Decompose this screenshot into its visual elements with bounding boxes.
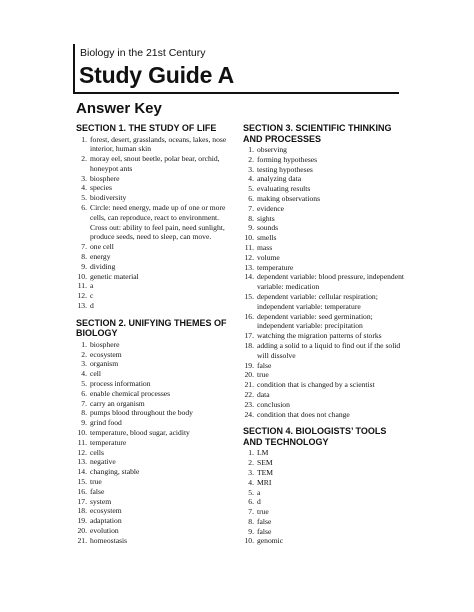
- answer-text: true: [257, 507, 269, 517]
- answer-text: d: [90, 301, 94, 311]
- answer-number: 7.: [81, 398, 87, 408]
- answer-number: 9.: [81, 261, 87, 271]
- answer-text: a: [90, 281, 94, 291]
- answer-text: evaluating results: [257, 184, 311, 194]
- answer-text: pumps blood throughout the body: [90, 408, 193, 418]
- answer-text: making observations: [257, 193, 321, 203]
- answer-item: [76, 281, 232, 291]
- answer-text: true: [257, 370, 269, 380]
- answer-text: genomic: [257, 536, 284, 546]
- answer-number: 15.: [77, 477, 87, 486]
- answer-number: 1.: [248, 145, 254, 154]
- answer-text: condition that does not change: [257, 409, 350, 419]
- answer-item: [243, 145, 407, 155]
- answer-text: analyzing data: [257, 174, 302, 184]
- answer-text: changing, stable: [90, 467, 140, 477]
- answer-number: 8.: [81, 408, 87, 418]
- answer-number: 10.: [77, 271, 87, 281]
- answer-number: 4.: [81, 369, 87, 379]
- answer-number: 3.: [81, 173, 87, 183]
- section-heading: SECTION 4. BIOLOGISTS’ TOOLS AND TECHNOLOGY: [243, 426, 387, 447]
- answer-text: ecosystem: [90, 506, 122, 516]
- answer-number: 9.: [81, 418, 87, 428]
- answer-text: carry an organism: [90, 398, 145, 408]
- answer-text: conclusion: [257, 399, 290, 409]
- answer-number: 6.: [81, 388, 87, 398]
- answer-text: process information: [90, 379, 151, 389]
- answer-text: negative: [90, 457, 116, 467]
- answer-text: homeostasis: [90, 535, 128, 545]
- answer-text: organism: [90, 359, 119, 369]
- answer-item: [243, 174, 407, 184]
- answer-item: [76, 487, 232, 497]
- answer-list: [76, 340, 232, 546]
- answer-number: 20.: [244, 370, 254, 380]
- answer-number: 11.: [77, 281, 87, 291]
- answer-text: temperature, blood sugar, acidity: [90, 428, 190, 438]
- answer-item: [243, 233, 407, 243]
- answer-number: 11.: [77, 437, 87, 447]
- section-heading: SECTION 2. UNIFYING THEMES OF BIOLOGY: [76, 317, 227, 339]
- answer-number: 17.: [244, 331, 254, 341]
- answer-item: [243, 253, 407, 263]
- answer-number: 9.: [248, 526, 254, 536]
- section-heading: SECTION 1. THE STUDY OF LIFE: [76, 123, 217, 133]
- answer-text: evolution: [90, 525, 119, 535]
- answer-number: 22.: [244, 389, 254, 399]
- answer-number: 19.: [244, 360, 254, 370]
- answer-item: [76, 203, 232, 242]
- answer-number: 15.: [244, 291, 254, 301]
- answer-list: [76, 135, 232, 311]
- answer-text: grind food: [90, 418, 122, 428]
- answer-number: 1.: [81, 134, 87, 144]
- answer-number: 5.: [248, 184, 254, 194]
- answer-text: biosphere: [90, 339, 120, 349]
- answer-item: [243, 370, 407, 380]
- answer-number: 17.: [77, 496, 87, 506]
- answer-number: 8.: [81, 252, 87, 262]
- answer-text: sounds: [257, 223, 279, 233]
- right-column: [243, 123, 407, 546]
- answer-item: [243, 468, 407, 478]
- answer-item: [76, 516, 232, 526]
- answer-number: 4.: [248, 174, 254, 184]
- answer-number: 4.: [81, 183, 87, 193]
- answer-item: [76, 369, 232, 379]
- answer-item: [243, 155, 407, 165]
- answer-item: [76, 174, 232, 184]
- answer-text: moray eel, snout beetle, polar bear, orchid, honeypot ants: [90, 154, 220, 173]
- answer-item: [76, 438, 232, 448]
- answer-item: [243, 410, 407, 420]
- answer-item: [76, 252, 232, 262]
- answer-item: [243, 263, 407, 273]
- answer-number: 12.: [244, 252, 254, 262]
- answer-number: 18.: [77, 506, 87, 516]
- answer-text: ecosystem: [90, 349, 122, 359]
- answer-number: 2.: [81, 349, 87, 359]
- answer-item: [243, 165, 407, 175]
- answer-item: [76, 448, 232, 458]
- answer-text: cells: [90, 447, 104, 457]
- answer-number: 2.: [81, 154, 87, 164]
- answer-number: 14.: [244, 272, 254, 282]
- answer-text: one cell: [90, 242, 114, 252]
- answer-item: [243, 458, 407, 468]
- answer-text: false: [257, 360, 272, 370]
- answer-number: 11.: [244, 242, 254, 252]
- answer-text: enable chemical processes: [90, 388, 171, 398]
- answer-number: 5.: [81, 379, 87, 389]
- answer-text: Circle: need energy, made up of one or more cells, can reproduce, react to environment. Cross out: ability to feel pain, need sunlight, produce seeds, need to sleep, can move.: [90, 203, 226, 242]
- answer-text: dependent variable: blood pressure, independent variable: medication: [257, 272, 404, 292]
- answer-item: [76, 536, 232, 546]
- answer-item: [76, 262, 232, 272]
- answer-item: [76, 135, 232, 155]
- answer-text: adaptation: [90, 516, 122, 526]
- answer-text: testing hypotheses: [257, 164, 313, 174]
- answer-item: [243, 341, 407, 361]
- answer-item: [243, 194, 407, 204]
- answer-number: 12.: [77, 291, 87, 301]
- answer-text: genetic material: [90, 271, 139, 281]
- answer-item: [243, 507, 407, 517]
- answer-item: [76, 340, 232, 350]
- answer-item: [243, 223, 407, 233]
- answer-number: 1.: [81, 339, 87, 349]
- answer-number: 6.: [248, 193, 254, 203]
- answer-number: 23.: [244, 399, 254, 409]
- answer-text: volume: [257, 252, 280, 262]
- answer-text: SEM: [257, 458, 273, 468]
- answer-item: [243, 361, 407, 371]
- answer-text: LM: [257, 448, 269, 458]
- answer-item: [76, 399, 232, 409]
- answer-number: 7.: [248, 507, 254, 517]
- answer-text: false: [90, 486, 105, 496]
- answer-item: [76, 379, 232, 389]
- answer-item: [76, 183, 232, 193]
- answer-text: condition that is changed by a scientist: [257, 380, 375, 390]
- header-vertical-rule: [73, 44, 75, 92]
- answer-item: [76, 291, 232, 301]
- answer-item: [76, 526, 232, 536]
- answer-text: dependent variable: cellular respiration; independent variable: temperature: [257, 291, 378, 311]
- answer-number: 3.: [248, 467, 254, 477]
- answer-number: 13.: [77, 457, 87, 467]
- answer-number: 19.: [77, 516, 87, 526]
- answer-item: [76, 193, 232, 203]
- section-heading: SECTION 3. SCIENTIFIC THINKING AND PROCESSES: [243, 123, 392, 144]
- answer-text: forest, desert, grasslands, oceans, lakes, nose interior, human skin: [90, 134, 227, 154]
- answer-number: 16.: [244, 311, 254, 321]
- answer-item: [76, 154, 232, 174]
- answer-number: 8.: [248, 213, 254, 223]
- answer-number: 7.: [81, 242, 87, 252]
- answer-number: 3.: [248, 164, 254, 174]
- answer-item: [243, 214, 407, 224]
- answer-text: c: [90, 291, 94, 301]
- answer-item: [76, 467, 232, 477]
- book-title: Biology in the 21st Century: [80, 47, 206, 59]
- answer-item: [243, 312, 407, 332]
- left-column: [76, 123, 232, 546]
- answer-number: 10.: [244, 536, 254, 546]
- answer-text: energy: [90, 252, 111, 262]
- answer-text: species: [90, 183, 112, 193]
- answer-item: [243, 400, 407, 410]
- answer-number: 7.: [248, 203, 254, 213]
- answer-number: 12.: [77, 447, 87, 457]
- answer-text: data: [257, 389, 270, 399]
- answer-number: 1.: [248, 448, 254, 458]
- answer-number: 13.: [244, 262, 254, 272]
- answer-item: [76, 389, 232, 399]
- header-horizontal-rule: [73, 92, 399, 94]
- answer-item: [243, 527, 407, 537]
- answer-item: [76, 350, 232, 360]
- answer-text: smells: [257, 233, 277, 243]
- answer-text: dividing: [90, 261, 116, 271]
- answer-item: [243, 517, 407, 527]
- answer-item: [76, 457, 232, 467]
- answer-number: 24.: [244, 409, 254, 419]
- answer-item: [76, 497, 232, 507]
- answer-item: [243, 243, 407, 253]
- answer-item: [243, 380, 407, 390]
- answer-number: 10.: [77, 428, 87, 438]
- answer-item: [243, 331, 407, 341]
- answer-number: 21.: [77, 535, 87, 545]
- answer-number: 2.: [248, 458, 254, 468]
- answer-key-heading: Answer Key: [76, 100, 162, 117]
- answer-number: 21.: [244, 380, 254, 390]
- answer-item: [76, 418, 232, 428]
- answer-text: biosphere: [90, 173, 120, 183]
- answer-item: [243, 488, 407, 498]
- answer-text: true: [90, 477, 102, 486]
- answer-text: watching the migration patterns of storks: [257, 331, 382, 341]
- answer-number: 13.: [77, 301, 87, 311]
- answer-list: [243, 448, 407, 546]
- answer-text: evidence: [257, 203, 284, 213]
- answer-item: [243, 536, 407, 546]
- answer-item: [76, 408, 232, 418]
- answer-item: [76, 477, 232, 487]
- answer-number: 2.: [248, 154, 254, 164]
- answer-text: MRI: [257, 477, 272, 487]
- answer-item: [76, 359, 232, 369]
- answer-item: [243, 184, 407, 194]
- answer-number: 4.: [248, 477, 254, 487]
- answer-text: mass: [257, 242, 273, 252]
- answer-item: [76, 428, 232, 438]
- answer-text: temperature: [90, 437, 127, 447]
- answer-item: [243, 497, 407, 507]
- answer-number: 5.: [248, 487, 254, 497]
- answer-number: 8.: [248, 516, 254, 526]
- answer-number: 9.: [248, 223, 254, 233]
- answer-number: 16.: [77, 486, 87, 496]
- answer-text: forming hypotheses: [257, 154, 318, 164]
- answer-number: 6.: [248, 497, 254, 507]
- guide-title: Study Guide A: [79, 62, 234, 88]
- answer-item: [76, 506, 232, 516]
- answer-number: 5.: [81, 193, 87, 203]
- answer-number: 18.: [244, 340, 254, 350]
- answer-text: system: [90, 496, 112, 506]
- answer-text: a: [257, 487, 261, 497]
- answer-text: observing: [257, 145, 287, 154]
- answer-text: TEM: [257, 467, 274, 477]
- answer-item: [243, 390, 407, 400]
- answer-text: d: [257, 497, 261, 507]
- answer-text: adding a solid to a liquid to find out if the solid will dissolve: [257, 340, 401, 360]
- answer-number: 20.: [77, 525, 87, 535]
- answer-text: dependent variable: seed germination; independent variable: precipitation: [257, 311, 373, 331]
- answer-text: temperature: [257, 262, 294, 272]
- answer-number: 14.: [77, 467, 87, 477]
- answer-text: sights: [257, 213, 275, 223]
- answer-item: [76, 242, 232, 252]
- answer-number: 6.: [81, 203, 87, 213]
- answer-item: [243, 478, 407, 488]
- answer-item: [243, 272, 407, 292]
- answer-item: [76, 272, 232, 282]
- answer-text: false: [257, 526, 272, 536]
- answer-list: [243, 145, 407, 419]
- answer-number: 3.: [81, 359, 87, 369]
- answer-number: 10.: [244, 233, 254, 243]
- answer-item: [76, 301, 232, 311]
- answer-text: biodiversity: [90, 193, 127, 203]
- answer-item: [243, 292, 407, 312]
- answer-item: [243, 204, 407, 214]
- answer-text: false: [257, 516, 272, 526]
- answer-item: [243, 448, 407, 458]
- answer-text: cell: [90, 369, 101, 379]
